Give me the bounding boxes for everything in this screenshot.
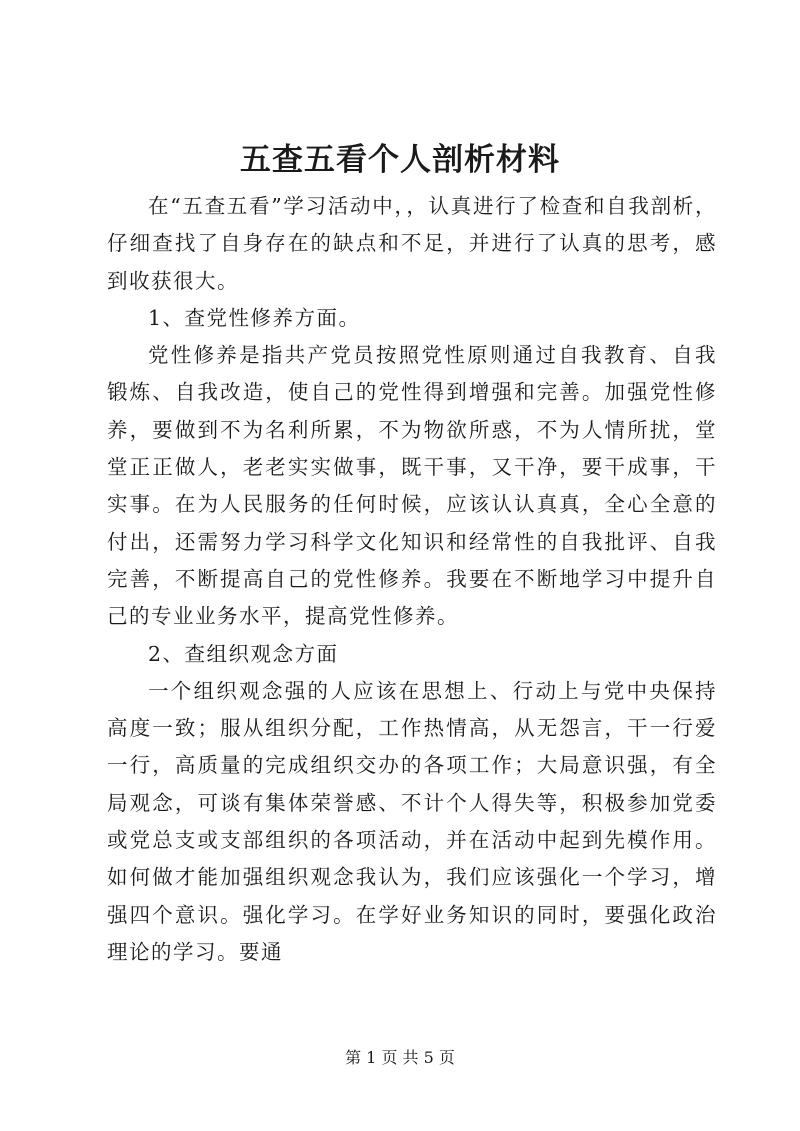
paragraph-intro: 在“五查五看”学习活动中，，认真进行了检查和自我剖析，仔细查找了自身存在的缺点和不足，并进行了认真的思考，感到收获很大。: [107, 194, 717, 293]
document-body: [107, 188, 717, 971]
document-title: 五查五看个人剖析材料: [240, 142, 560, 178]
page-number-footer: 第 1 页 共 5 页: [345, 1048, 455, 1067]
paragraph-party-spirit: 党性修养是指共产党员按照党性原则通过自我教育、自我锻炼、自我改造，使自己的党性得到增强和完善。加强党性修养，要做到不为名利所累，不为物欲所惑，不为人情所扰，堂堂正正做人，老老实实做事，既干事，又干净，要干成事，干实事。在为人民服务的任何时候，应该认认真真，全心全意的付出，还需努力学习科学文化知识和经常性的自我批评、自我完善，不断提高自己的党性修养。我要在不断地学习中提升自己的专业业务水平，提高党性修养。: [107, 343, 717, 629]
section-heading-organization: 2、查组织观念方面: [148, 641, 339, 666]
paragraph-organization: 一个组织观念强的人应该在思想上、行动上与党中央保持高度一致；服从组织分配，工作热情高，从无怨言，干一行爱一行，高质量的完成组织交办的各项工作；大局意识强，有全局观念，可谈有集体荣誉感、不计个人得失等，积极参加党委或党总支或支部组织的各项活动，并在活动中起到先模作用。如何做才能加强组织观念我认为，我们应该强化一个学习，增强四个意识。强化学习。在学好业务知识的同时，要强化政治理论的学习。要通: [107, 678, 717, 964]
section-heading-party-spirit: 1、查党性修养方面。: [148, 305, 361, 330]
